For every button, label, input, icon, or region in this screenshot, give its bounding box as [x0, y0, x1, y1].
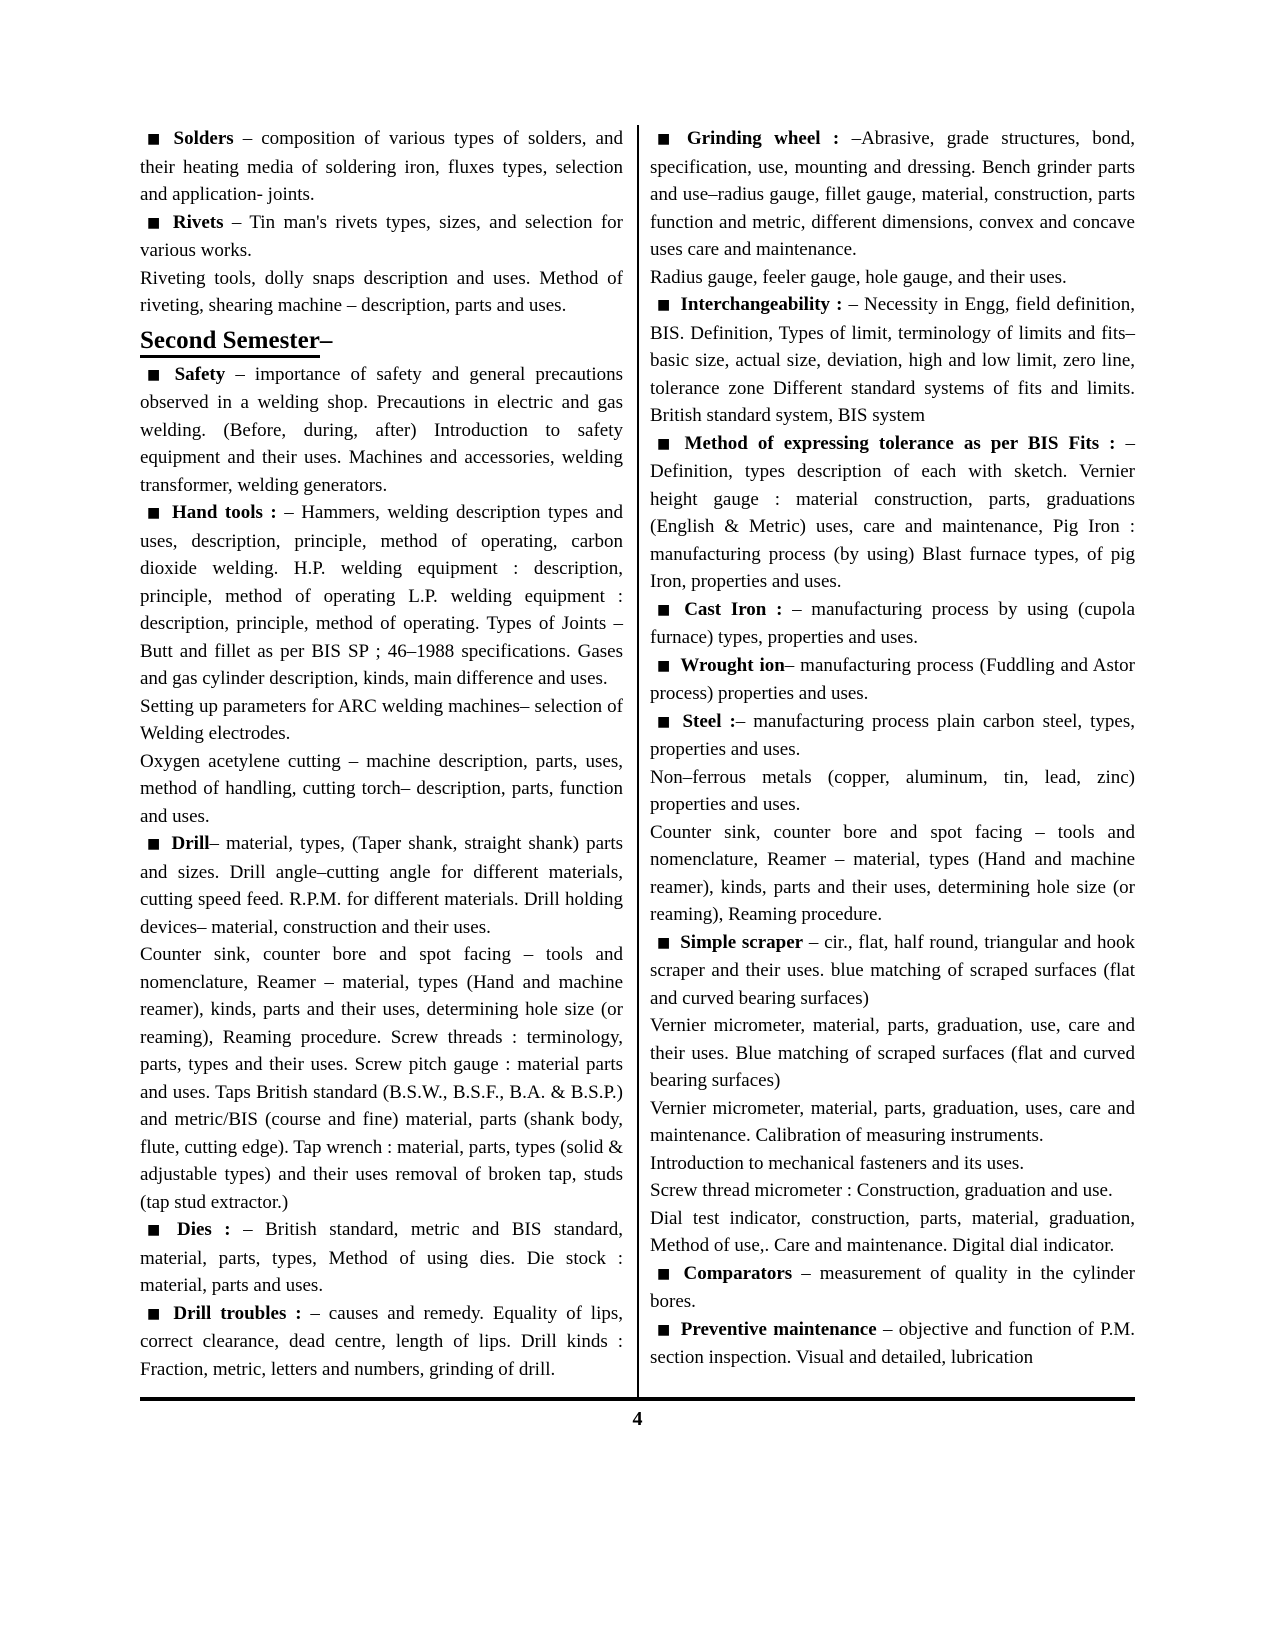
body-paragraph: Vernier micrometer, material, parts, graduation, use, care and their uses. Blue matching of scraped surfaces (flat and curved bearing surfaces) — [650, 1015, 1135, 1091]
bullet-square-icon: ■ — [147, 505, 163, 521]
topic-paragraph: ■ Cast Iron : – manufacturing process by using (cupola furnace) types, properties and uses. — [650, 598, 1135, 648]
topic-paragraph: ■ Interchangeability : – Necessity in Engg, field definition, BIS. Definition, Types of limit, terminology of limits and fits–basic size, actual size, deviation, high and low limit, zero line, tolerance zone Different standard systems of fits and limits. British standard system, BIS system — [650, 294, 1136, 426]
topic-paragraph: ■ Steel :– manufacturing process plain carbon steel, types, properties and uses. — [650, 710, 1135, 760]
topic-paragraph: ■ Rivets – Tin man's rivets types, sizes, and selection for various works. — [140, 211, 623, 261]
bullet-square-icon: ■ — [657, 1321, 672, 1338]
bullet-square-icon: ■ — [657, 131, 678, 147]
bullet-square-icon: ■ — [657, 1265, 675, 1282]
bullet-square-icon: ■ — [147, 1305, 165, 1322]
topic-paragraph: ■ Hand tools : – Hammers, welding description types and uses, description, principle, method of operating, carbon dioxide welding. H.P. welding equipment : description, principle, method of operating L.P. welding equipment : description, principle, method of operating. Types of Joints – Butt and fillet as per BIS SP ; 46–1988 specifications. Gases and gas cylinder description, kinds, main difference and uses. — [140, 502, 623, 689]
topic-paragraph: ■ Drill troubles : – causes and remedy. Equality of lips, correct clearance, dead centre, length of lips. Drill kinds : Fraction, metric, letters and numbers, grinding of drill. — [140, 1302, 623, 1380]
topic-lead: Steel : — [682, 710, 736, 732]
left-column — [140, 125, 637, 1397]
footer-rule — [140, 1397, 1135, 1401]
topic-paragraph: ■ Solders – composition of various types of solders, and their heating media of soldering iron, fluxes types, selection and application- joints. — [140, 128, 623, 205]
page-content — [140, 125, 1135, 1397]
topic-lead: Rivets — [172, 211, 224, 233]
bullet-square-icon: ■ — [657, 934, 672, 951]
body-paragraph: Radius gauge, feeler gauge, hole gauge, and their uses. — [650, 266, 1067, 288]
topic-lead: Drill troubles : — [173, 1302, 302, 1324]
body-paragraph: Screw thread micrometer : Construction, graduation and use. — [650, 1180, 1113, 1201]
topic-paragraph: ■ Drill– material, types, (Taper shank, straight shank) parts and sizes. Drill angle–cutting angle for different materials, cutting speed feed. R.P.M. for different materials. Drill holding devices– material, construction and their uses. — [140, 833, 623, 938]
bullet-square-icon: ■ — [147, 131, 165, 147]
section-heading: Second Semester– — [140, 324, 623, 357]
topic-lead: Wrought ion — [680, 654, 785, 676]
bullet-square-icon: ■ — [657, 601, 676, 618]
body-paragraph: Dial test indicator, construction, parts, material, graduation, Method of use,. Care and maintenance. Digital dial indicator. — [650, 1207, 1135, 1256]
topic-paragraph: ■ Preventive maintenance – objective and function of P.M. section inspection. Visual and detailed, lubrication — [650, 1318, 1136, 1368]
topic-lead: Cast Iron : — [684, 598, 783, 620]
body-paragraph: Vernier micrometer, material, parts, graduation, uses, care and maintenance. Calibration of measuring instruments. — [650, 1097, 1135, 1146]
topic-lead: Dies : — [176, 1219, 231, 1240]
body-paragraph: Counter sink, counter bore and spot facing – tools and nomenclature, Reamer – material, types (Hand and machine reamer), kinds, parts and their uses, determining hole size (or reaming), Reaming procedure. Screw threads : terminology, parts, types and their uses. Screw pitch gauge : material parts and uses. Taps British standard (B.S.W., B.S.F., B.A. & B.S.P.) and metric/BIS (course and fine) material, parts (shank body, flute, cutting edge). Tap wrench : material, parts, types (solid & adjustable types) and their uses removal of broken tap, studs (tap stud extractor.) — [140, 944, 623, 1213]
topic-paragraph: ■ Method of expressing tolerance as per BIS Fits : – Definition, types description of each with sketch. Vernier height gauge : material construction, parts, graduations (English & Metric) uses, care and maintenance, Pig Iron : manufacturing process (by using) Blast furnace types, of pig Iron, properties and uses. — [650, 432, 1136, 592]
body-paragraph: Setting up parameters for ARC welding machines– selection of Welding electrodes. — [140, 695, 623, 744]
topic-paragraph: ■ Comparators – measurement of quality in the cylinder bores. — [650, 1262, 1135, 1312]
topic-lead: Comparators — [683, 1262, 793, 1284]
bullet-square-icon: ■ — [657, 435, 676, 452]
topic-lead: Safety — [174, 363, 226, 385]
bullet-square-icon: ■ — [147, 366, 166, 383]
topic-lead: Method of expressing tolerance as per BIS Fits : — [684, 432, 1116, 454]
body-paragraph: Oxygen acetylene cutting – machine description, parts, uses, method of handling, cutting torch– description, parts, function and uses. — [140, 750, 623, 827]
topic-lead: Grinding wheel : — [686, 128, 840, 149]
right-column — [639, 125, 1135, 1397]
topic-lead: Hand tools : — [171, 502, 277, 523]
topic-paragraph: ■ Simple scraper – cir., flat, half round, triangular and hook scraper and their uses. blue matching of scraped surfaces (flat and curved bearing surfaces) — [650, 931, 1135, 1009]
bullet-square-icon: ■ — [657, 297, 672, 313]
topic-paragraph: ■ Dies : – British standard, metric and BIS standard, material, parts, types, Method of using dies. Die stock : material, parts and uses. — [140, 1219, 623, 1296]
body-paragraph: Introduction to mechanical fasteners and its uses. — [650, 1152, 1025, 1174]
body-paragraph: Riveting tools, dolly snaps description and uses. Method of riveting, shearing machine – description, parts and uses. — [140, 267, 623, 316]
bullet-square-icon: ■ — [657, 657, 672, 674]
bullet-square-icon: ■ — [147, 1222, 168, 1238]
topic-lead: Preventive maintenance — [680, 1318, 877, 1340]
body-paragraph: Counter sink, counter bore and spot facing – tools and nomenclature, Reamer – material, types (Hand and machine reamer), kinds, parts and their uses, determining hole size (or reaming), Reaming procedure. — [650, 821, 1135, 925]
bullet-square-icon: ■ — [147, 214, 164, 231]
topic-paragraph: ■ Grinding wheel : –Abrasive, grade structures, bond, specification, use, mounting and dressing. Bench grinder parts and use–radius gauge, fillet gauge, material, construction, parts function and metric, different dimensions, convex and concave uses care and maintenance. — [650, 128, 1136, 260]
topic-paragraph: ■ Safety – importance of safety and general precautions observed in a welding shop. Precautions in electric and gas welding. (Before, during, after) Introduction to safety equipment and their uses. Machines and accessories, welding transformer, welding generators. — [140, 363, 623, 496]
topic-lead: Solders — [173, 128, 234, 149]
topic-lead: Simple scraper — [680, 931, 804, 953]
topic-lead: Drill — [171, 833, 210, 854]
body-paragraph: Non–ferrous metals (copper, aluminum, tin, lead, zinc) properties and uses. — [650, 766, 1135, 815]
bullet-square-icon: ■ — [147, 836, 163, 852]
topic-lead: Interchangeability : — [680, 294, 843, 315]
section-heading-text: Second Semester — [140, 327, 320, 358]
topic-paragraph: ■ Wrought ion– manufacturing process (Fuddling and Astor process) properties and uses. — [650, 654, 1135, 704]
bullet-square-icon: ■ — [657, 713, 674, 730]
page-number: 4 — [632, 1408, 643, 1430]
